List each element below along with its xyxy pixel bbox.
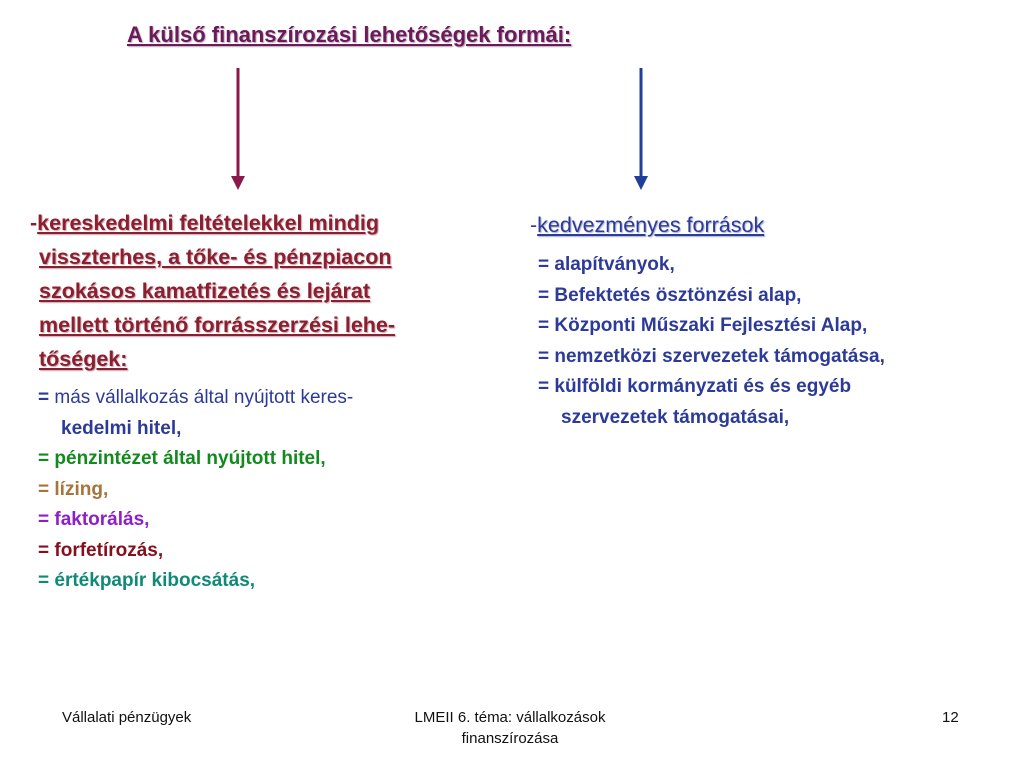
down-arrow-left-icon: [227, 68, 249, 192]
heading-line: tőségek:: [39, 347, 128, 371]
commercial-financing-list: [38, 383, 518, 597]
heading-dash: -: [530, 213, 538, 237]
list-item-foundations: = alapítványok,: [538, 254, 675, 275]
list-item-bank-loan: = pénzintézet által nyújtott hitel,: [38, 448, 326, 469]
list-item-leasing: = lízing,: [38, 478, 109, 500]
heading-line: visszterhes, a tőke- és pénzpiacon: [39, 245, 392, 269]
heading-line: szokásos kamatfizetés és lejárat: [39, 279, 371, 303]
down-arrow-right-icon: [630, 68, 652, 192]
heading-line: mellett történő forrásszerzési lehe-: [39, 313, 396, 337]
list-item-tech-fund: = Központi Műszaki Fejlesztési Alap,: [538, 315, 868, 336]
preferential-sources-list: [538, 250, 1018, 433]
list-item-foreign-gov: = külföldi kormányzati és és egyéb szervezetek támogatásai,: [538, 376, 852, 428]
footer-topic: LMEII 6. téma: vállalkozások finanszírozása: [414, 709, 606, 747]
list-item-investment-fund: = Befektetés ösztönzési alap,: [538, 284, 802, 306]
list-item-trade-credit: = más vállalkozás által nyújtott keres- kedelmi hitel,: [38, 387, 354, 439]
heading-dash: -: [30, 211, 38, 235]
commercial-financing-heading: [30, 206, 520, 376]
list-item-forfaiting: = forfetírozás,: [38, 539, 164, 561]
list-item-securities: = értékpapír kibocsátás,: [38, 570, 256, 591]
heading-text: kedvezményes források: [537, 213, 765, 237]
slide-title: A külső finanszírozási lehetőségek formái:: [127, 22, 572, 47]
preferential-sources-heading: [530, 213, 764, 238]
list-item-factoring: = faktorálás,: [38, 509, 150, 530]
page-number: 12: [942, 709, 959, 726]
footer-course-name: Vállalati pénzügyek: [62, 709, 192, 726]
list-item-intl-orgs: = nemzetközi szervezetek támogatása,: [538, 345, 885, 367]
heading-line: kereskedelmi feltételekkel mindig: [37, 211, 379, 235]
